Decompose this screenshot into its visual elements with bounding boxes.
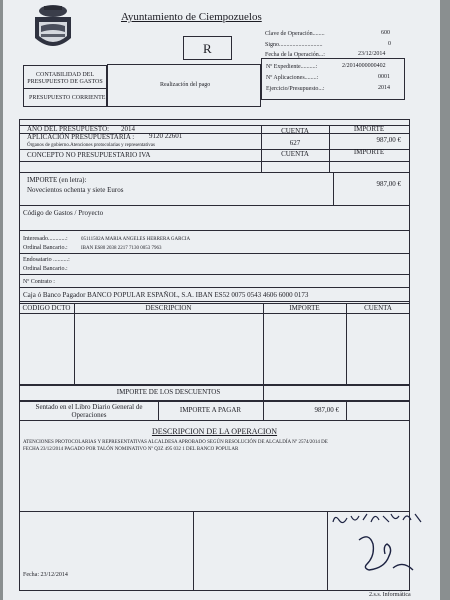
contabilidad-box xyxy=(23,65,107,107)
cuenta-descuento-header: CUENTA xyxy=(364,304,392,312)
importe-value: 987,00 € xyxy=(376,136,401,144)
presupuesto-corriente-label: PRESUPUESTO CORRIENTE xyxy=(29,95,106,101)
descripcion-header: DESCRIPCION xyxy=(145,304,192,312)
cuenta-header-2: CUENTA xyxy=(281,150,309,158)
contabilidad-label: CONTABILIDAD DEL PRESUPUESTO DE GASTOS xyxy=(27,72,103,85)
importe-pagar-label: IMPORTE A PAGAR xyxy=(179,406,242,414)
handwritten-signature xyxy=(329,508,429,592)
importe-descuento-header: IMPORTE xyxy=(289,304,320,312)
importe-header-2: IMPORTE xyxy=(353,148,385,156)
footer-fecha: Fecha: 23/12/2014 xyxy=(23,572,68,578)
footer-software-mark: 2.s.s. Informática xyxy=(369,592,411,598)
fecha-operacion-value: 23/12/2014 xyxy=(358,51,386,57)
importe-letra-value: 987,00 € xyxy=(376,180,401,188)
importe-pagar-value: 987,00 € xyxy=(314,406,339,414)
descuentos-table xyxy=(19,303,410,385)
codigo-dcto-header: CODIGO DCTO xyxy=(22,304,71,312)
aplicacion-label: APLICACIÓN PRESUPUESTARIA : xyxy=(27,133,135,141)
aplicaciones-value: 0001 xyxy=(378,74,390,80)
endosatario-label: Endosatario ..........: xyxy=(23,257,70,263)
importe-descuentos-label: IMPORTE DE LOS DESCUENTOS xyxy=(116,388,221,396)
clave-label: Clave de Operación........ xyxy=(265,31,325,37)
codigo-gastos-label: Código de Gastos / Proyecto xyxy=(23,209,104,217)
expediente-label: Nº Expediente..........: xyxy=(266,64,318,70)
ejercicio-value: 2014 xyxy=(378,85,390,91)
fecha-operacion-label: Fecha de la Operación...: xyxy=(265,52,325,58)
ejercicio-label: Ejercicio/Presupuesto...: xyxy=(266,86,325,92)
aplicacion-value: 9120 22601 xyxy=(149,132,183,140)
interesado-ordinal-label: Ordinal Bancario.: xyxy=(23,245,68,251)
signo-label: Signo............................. xyxy=(265,42,323,48)
operation-type-box xyxy=(183,36,232,60)
importe-header: IMPORTE xyxy=(353,125,385,133)
interesado-ordinal-value: IBAN ES80 2038 2217 7130 0053 7963 xyxy=(81,246,162,251)
ano-value: 2014 xyxy=(121,125,135,133)
document-sheet xyxy=(3,0,440,600)
interesado-label: Interesado............: xyxy=(23,236,68,242)
operation-type-letter: R xyxy=(203,41,212,56)
sentado-label: Sentado en el Libro Diario General de Operaciones xyxy=(35,403,143,419)
interesado-value: 05111502A MARIA ANGELES HERRERA GARCIA xyxy=(81,237,191,242)
cuenta-header: CUENTA xyxy=(281,127,309,135)
aplicaciones-label: Nº Aplicaciones........: xyxy=(266,75,319,81)
document-title: Ayuntamiento de Ciempozuelos xyxy=(121,11,262,23)
cuenta-value: 627 xyxy=(289,139,301,147)
realizacion-label: Realización del pago xyxy=(160,82,211,88)
descripcion-line-1: ATENCIONES PROTOCOLARIAS Y REPRESENTATIVAS ALCALDESA APROBADO SEGÚN RESOLUCIÓN DE ALCALDÍA Nº 2574/2014 DE xyxy=(23,440,328,445)
endosatario-ordinal-label: Ordinal Bancario.: xyxy=(23,266,68,272)
municipal-crest-logo xyxy=(31,2,75,52)
expediente-box xyxy=(261,58,405,100)
clave-value: 600 xyxy=(381,30,390,36)
descripcion-title: DESCRIPCION DE LA OPERACION xyxy=(151,427,278,436)
signo-value: 0 xyxy=(388,41,391,47)
realizacion-box xyxy=(107,64,261,107)
expediente-value: 2/2014000000402 xyxy=(342,63,386,69)
caja-pagador: Caja ó Banco Pagador BANCO POPULAR ESPAÑOL, S.A. IBAN ES52 0075 0543 4606 6000 0173 xyxy=(23,291,309,299)
ano-label: AÑO DEL PRESUPUESTO: xyxy=(27,125,110,133)
importe-letra-label: IMPORTE (en letra): xyxy=(27,176,87,184)
concepto-label: CONCEPTO NO PRESUPUESTARIO IVA xyxy=(27,151,151,159)
aplicacion-description: Órganos de gobierno.Atenciones protocolarias y representativas xyxy=(27,143,155,148)
descripcion-line-2: FECHA 23/12/2014 PAGADO POR TALÓN NOMINATIVO Nº Q3Z 495 032 1 DEL BANCO POPULAR xyxy=(23,447,239,452)
contrato-label: Nº Contrato : xyxy=(23,279,55,285)
importe-letra-text: Novecientos ochenta y siete Euros xyxy=(27,186,124,194)
